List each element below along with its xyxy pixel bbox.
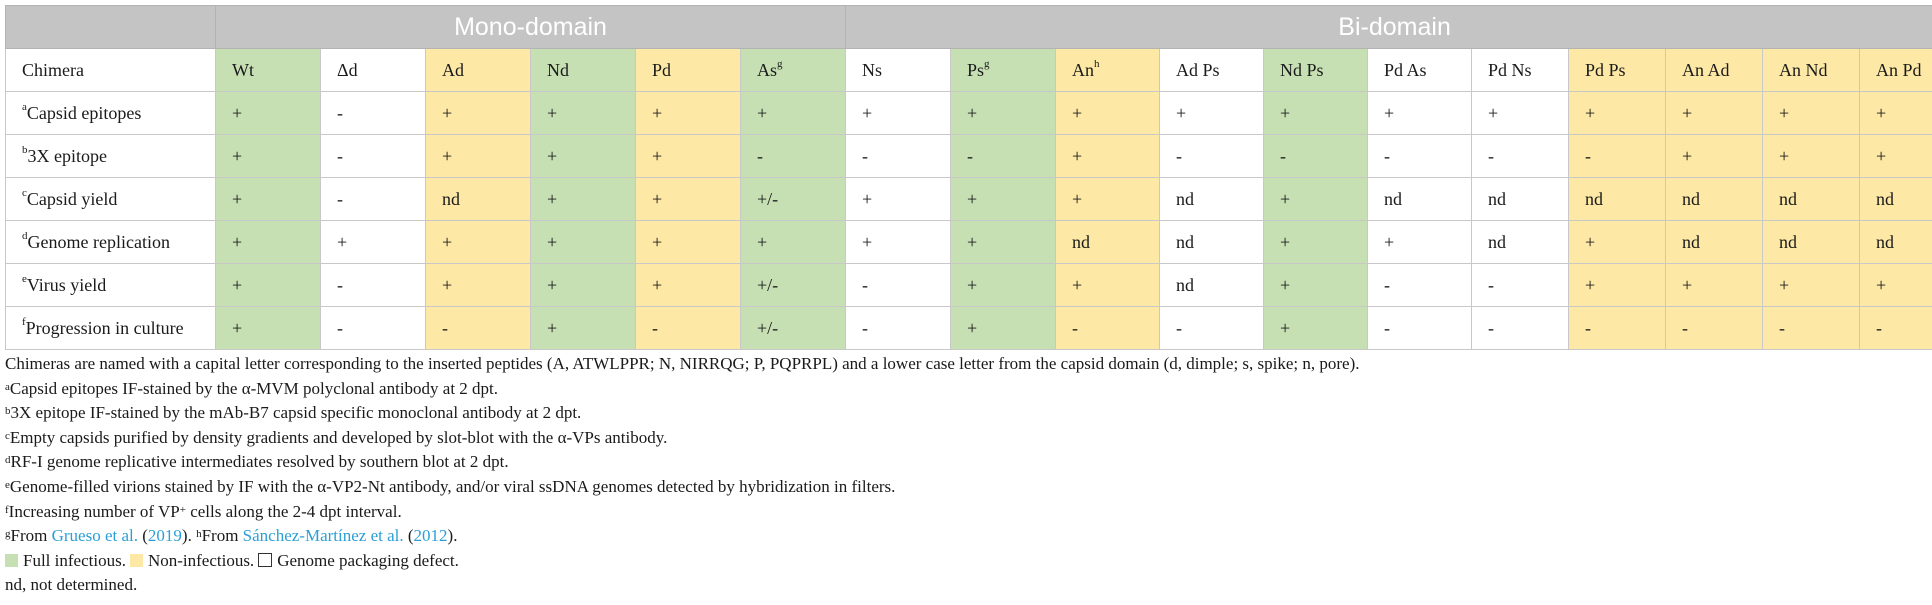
table-cell: + bbox=[741, 221, 846, 264]
table-cell: nd bbox=[1666, 178, 1763, 221]
table-cell: + bbox=[1056, 92, 1160, 135]
table-cell: + bbox=[846, 178, 951, 221]
table-cell: - bbox=[846, 135, 951, 178]
table-cell: - bbox=[846, 307, 951, 350]
table-cell: - bbox=[1160, 135, 1264, 178]
table-figure bbox=[5, 5, 1928, 598]
table-row bbox=[6, 307, 1932, 350]
table-cell: + bbox=[531, 135, 636, 178]
table-cell: + bbox=[426, 135, 531, 178]
table-cell: - bbox=[1368, 307, 1472, 350]
table-cell: + bbox=[321, 221, 426, 264]
footnote-e: $^e$Genome-filled virions stained by IF with the α-VP2-Nt antibody, and/or viral ssDNA genomes detected by hybridization in filters. bbox=[5, 476, 896, 496]
table-cell: + bbox=[1569, 221, 1666, 264]
table-cell: - bbox=[1368, 135, 1472, 178]
table-cell: + bbox=[846, 221, 951, 264]
table-cell: - bbox=[321, 92, 426, 135]
column-header: Nd bbox=[531, 49, 636, 92]
table-cell: nd bbox=[1160, 264, 1264, 307]
table-cell: + bbox=[636, 221, 741, 264]
table-cell: nd bbox=[1860, 221, 1932, 264]
table-cell: - bbox=[321, 264, 426, 307]
table-cell: nd bbox=[1472, 178, 1569, 221]
table-cell: nd bbox=[1569, 178, 1666, 221]
table-cell: + bbox=[216, 178, 321, 221]
table-cell: + bbox=[1666, 92, 1763, 135]
footnote-nd: nd, not determined. bbox=[5, 575, 138, 595]
table-row bbox=[6, 92, 1932, 135]
table-cell: - bbox=[321, 307, 426, 350]
table-cell: - bbox=[1368, 264, 1472, 307]
table-cell: - bbox=[636, 307, 741, 350]
table-cell: + bbox=[426, 264, 531, 307]
table-row bbox=[6, 178, 1932, 221]
column-header-chimera: Chimera bbox=[6, 49, 216, 92]
table-cell: - bbox=[321, 135, 426, 178]
column-header-row bbox=[6, 49, 1932, 92]
table-cell: nd bbox=[1666, 221, 1763, 264]
column-header: Ad bbox=[426, 49, 531, 92]
column-header: Ps$^g$ bbox=[951, 49, 1056, 92]
chimera-table bbox=[5, 5, 1932, 350]
citation-grueso-link[interactable]: Grueso et al. bbox=[51, 526, 138, 546]
table-cell: + bbox=[741, 92, 846, 135]
table-cell: + bbox=[1264, 178, 1368, 221]
table-cell: nd bbox=[1368, 178, 1472, 221]
footnote-f: $^f$Increasing number of VP+ cells along the 2-4 dpt interval. bbox=[5, 501, 402, 521]
column-header: Ad Ps bbox=[1160, 49, 1264, 92]
citation-sanchez-year-link[interactable]: 2012 bbox=[413, 526, 448, 546]
table-row bbox=[6, 264, 1932, 307]
table-footnotes bbox=[5, 352, 1928, 598]
table-cell: + bbox=[951, 178, 1056, 221]
column-header: An Ad bbox=[1666, 49, 1763, 92]
table-cell: + bbox=[1763, 92, 1860, 135]
table-cell: + bbox=[216, 135, 321, 178]
column-header: Pd bbox=[636, 49, 741, 92]
table-cell: + bbox=[636, 178, 741, 221]
table-cell: + bbox=[426, 92, 531, 135]
table-cell: + bbox=[531, 178, 636, 221]
table-cell: - bbox=[1472, 135, 1569, 178]
row-label: $^d$Genome replication bbox=[6, 221, 216, 264]
citation-sanchez-link[interactable]: Sánchez-Martínez et al. bbox=[242, 526, 404, 546]
table-cell: + bbox=[216, 221, 321, 264]
table-cell: - bbox=[741, 135, 846, 178]
table-cell: - bbox=[321, 178, 426, 221]
group-header-bi: Bi-domain bbox=[846, 6, 1932, 49]
table-cell: - bbox=[1666, 307, 1763, 350]
table-row bbox=[6, 135, 1932, 178]
table-cell: + bbox=[216, 307, 321, 350]
row-label: $^f$Progression in culture bbox=[6, 307, 216, 350]
column-header: An Pd bbox=[1860, 49, 1932, 92]
group-header-blank bbox=[6, 6, 216, 49]
packaging-defect-swatch bbox=[258, 553, 272, 567]
footnote-d: $^d$RF-I genome replicative intermediates resolved by southern blot at 2 dpt. bbox=[5, 452, 509, 472]
table-cell: + bbox=[846, 92, 951, 135]
footnote-legend: Full infectious. Non-infectious. Genome packaging defect. bbox=[5, 549, 1928, 574]
table-cell: + bbox=[531, 92, 636, 135]
table-cell: + bbox=[1763, 135, 1860, 178]
column-header: Pd As bbox=[1368, 49, 1472, 92]
table-cell: +/- bbox=[741, 178, 846, 221]
table-cell: + bbox=[1666, 264, 1763, 307]
table-cell: + bbox=[531, 221, 636, 264]
table-cell: + bbox=[1472, 92, 1569, 135]
footnote-intro: Chimeras are named with a capital letter corresponding to the inserted peptides (A, ATWLPPR; N, NIRRQG; P, PQPRPL) and a lower case letter from the capsid domain (d, dimple; s, spike; n, pore). bbox=[5, 354, 1360, 373]
table-cell: + bbox=[1056, 264, 1160, 307]
table-cell: + bbox=[531, 307, 636, 350]
table-cell: - bbox=[1264, 135, 1368, 178]
table-cell: + bbox=[1860, 92, 1932, 135]
table-cell: - bbox=[1160, 307, 1264, 350]
table-cell: + bbox=[426, 221, 531, 264]
column-header: Pd Ps bbox=[1569, 49, 1666, 92]
table-cell: + bbox=[951, 307, 1056, 350]
table-cell: nd bbox=[1472, 221, 1569, 264]
column-header: Δd bbox=[321, 49, 426, 92]
table-cell: + bbox=[531, 264, 636, 307]
table-cell: + bbox=[636, 264, 741, 307]
table-cell: nd bbox=[1160, 178, 1264, 221]
table-cell: + bbox=[951, 92, 1056, 135]
table-cell: + bbox=[1569, 92, 1666, 135]
column-header: Pd Ns bbox=[1472, 49, 1569, 92]
group-header-mono: Mono-domain bbox=[216, 6, 846, 49]
row-label: $^b$3X epitope bbox=[6, 135, 216, 178]
table-cell: + bbox=[1264, 264, 1368, 307]
table-cell: + bbox=[216, 264, 321, 307]
table-cell: nd bbox=[1160, 221, 1264, 264]
table-cell: + bbox=[1056, 135, 1160, 178]
table-cell: + bbox=[1160, 92, 1264, 135]
column-header: Nd Ps bbox=[1264, 49, 1368, 92]
table-cell: - bbox=[1472, 307, 1569, 350]
table-row bbox=[6, 221, 1932, 264]
table-cell: + bbox=[951, 264, 1056, 307]
table-cell: + bbox=[951, 221, 1056, 264]
column-header: As$^g$ bbox=[741, 49, 846, 92]
table-cell: + bbox=[1264, 307, 1368, 350]
row-label: $^a$Capsid epitopes bbox=[6, 92, 216, 135]
table-cell: nd bbox=[1763, 178, 1860, 221]
table-cell: - bbox=[1569, 307, 1666, 350]
table-cell: nd bbox=[1056, 221, 1160, 264]
table-cell: + bbox=[1264, 221, 1368, 264]
table-cell: - bbox=[951, 135, 1056, 178]
citation-grueso-year-link[interactable]: 2019 bbox=[147, 526, 182, 546]
column-header: An$^h$ bbox=[1056, 49, 1160, 92]
full-infectious-swatch bbox=[5, 554, 18, 567]
column-header: Wt bbox=[216, 49, 321, 92]
table-cell: +/- bbox=[741, 264, 846, 307]
non-infectious-swatch bbox=[130, 554, 143, 567]
footnote-b: $^b$3X epitope IF-stained by the mAb-B7 capsid specific monoclonal antibody at 2 dpt. bbox=[5, 403, 582, 423]
table-cell: + bbox=[1368, 92, 1472, 135]
table-cell: - bbox=[1763, 307, 1860, 350]
table-cell: - bbox=[426, 307, 531, 350]
row-label: $^e$Virus yield bbox=[6, 264, 216, 307]
table-cell: + bbox=[1763, 264, 1860, 307]
table-cell: - bbox=[1056, 307, 1160, 350]
group-header-row bbox=[6, 6, 1932, 49]
table-cell: + bbox=[1860, 135, 1932, 178]
table-cell: nd bbox=[1763, 221, 1860, 264]
table-cell: + bbox=[636, 92, 741, 135]
table-cell: + bbox=[1056, 178, 1160, 221]
table-cell: - bbox=[1860, 307, 1932, 350]
table-cell: + bbox=[1368, 221, 1472, 264]
footnote-a: $^a$Capsid epitopes IF-stained by the α-MVM polyclonal antibody at 2 dpt. bbox=[5, 378, 499, 398]
table-cell: nd bbox=[426, 178, 531, 221]
footnote-g-h: $^g$From Grueso et al. (2019). $^h$From Sánchez-Martínez et al. (2012). bbox=[5, 526, 458, 546]
table-cell: nd bbox=[1860, 178, 1932, 221]
row-label: $^c$Capsid yield bbox=[6, 178, 216, 221]
column-header: An Nd bbox=[1763, 49, 1860, 92]
table-cell: + bbox=[216, 92, 321, 135]
footnote-c: $^c$Empty capsids purified by density gradients and developed by slot-blot with the α-VPs antibody. bbox=[5, 427, 668, 447]
table-cell: - bbox=[846, 264, 951, 307]
table-cell: + bbox=[636, 135, 741, 178]
table-cell: + bbox=[1264, 92, 1368, 135]
table-cell: +/- bbox=[741, 307, 846, 350]
table-cell: - bbox=[1472, 264, 1569, 307]
table-cell: + bbox=[1569, 264, 1666, 307]
table-cell: - bbox=[1569, 135, 1666, 178]
table-cell: + bbox=[1666, 135, 1763, 178]
table-cell: + bbox=[1860, 264, 1932, 307]
column-header: Ns bbox=[846, 49, 951, 92]
